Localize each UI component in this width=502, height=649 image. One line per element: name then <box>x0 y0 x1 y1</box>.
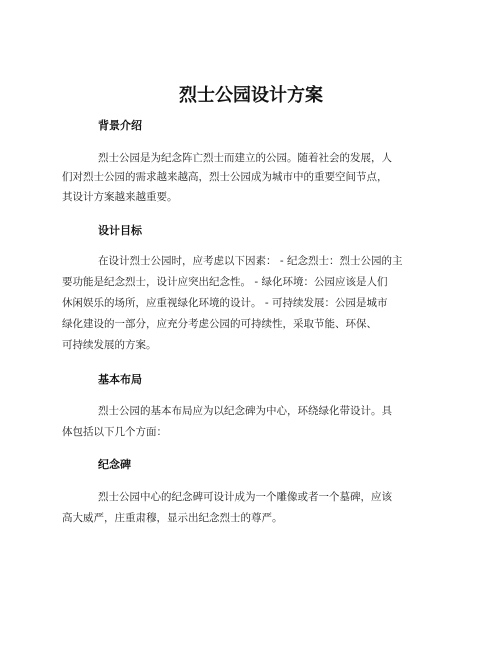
paragraph-line: 在设计烈士公园时，应考虑以下因素： - 纪念烈士：烈士公园的主 <box>98 255 403 267</box>
paragraph-line: 可持续发展的方案。 <box>62 339 157 351</box>
paragraph-line: 绿化建设的一部分，应充分考虑公园的可持续性，采取节能、环保、 <box>62 318 377 330</box>
paragraph-line: 其设计方案越来越重要。 <box>62 191 178 203</box>
paragraph-line: 烈士公园中心的纪念碑可设计成为一个雕像或者一个墓碑，应该 <box>98 491 392 503</box>
section-heading-goals: 设计目标 <box>98 224 142 237</box>
paragraph-line: 体包括以下几个方面： <box>62 426 167 438</box>
paragraph-line: 要功能是纪念烈士，设计应突出纪念性。 - 绿化环境：公园应该是人们 <box>62 276 388 288</box>
paragraph-line: 们对烈士公园的需求越来越高，烈士公园成为城市中的重要空间节点， <box>62 171 388 183</box>
paragraph-line: 休闲娱乐的场所，应重视绿化环境的设计。 - 可持续发展：公园是城市 <box>62 297 388 309</box>
section-heading-layout: 基本布局 <box>98 373 142 386</box>
paragraph-line: 高大威严，庄重肃穆，显示出纪念烈士的尊严。 <box>62 512 283 524</box>
document-title: 烈士公园设计方案 <box>179 85 323 106</box>
section-heading-monument: 纪念碑 <box>98 458 131 471</box>
paragraph-line: 烈士公园的基本布局应为以纪念碑为中心，环绕绿化带设计。具 <box>98 405 392 417</box>
section-heading-background: 背景介绍 <box>98 119 142 132</box>
paragraph-line: 烈士公园是为纪念阵亡烈士而建立的公园。随着社会的发展，人 <box>98 152 392 164</box>
